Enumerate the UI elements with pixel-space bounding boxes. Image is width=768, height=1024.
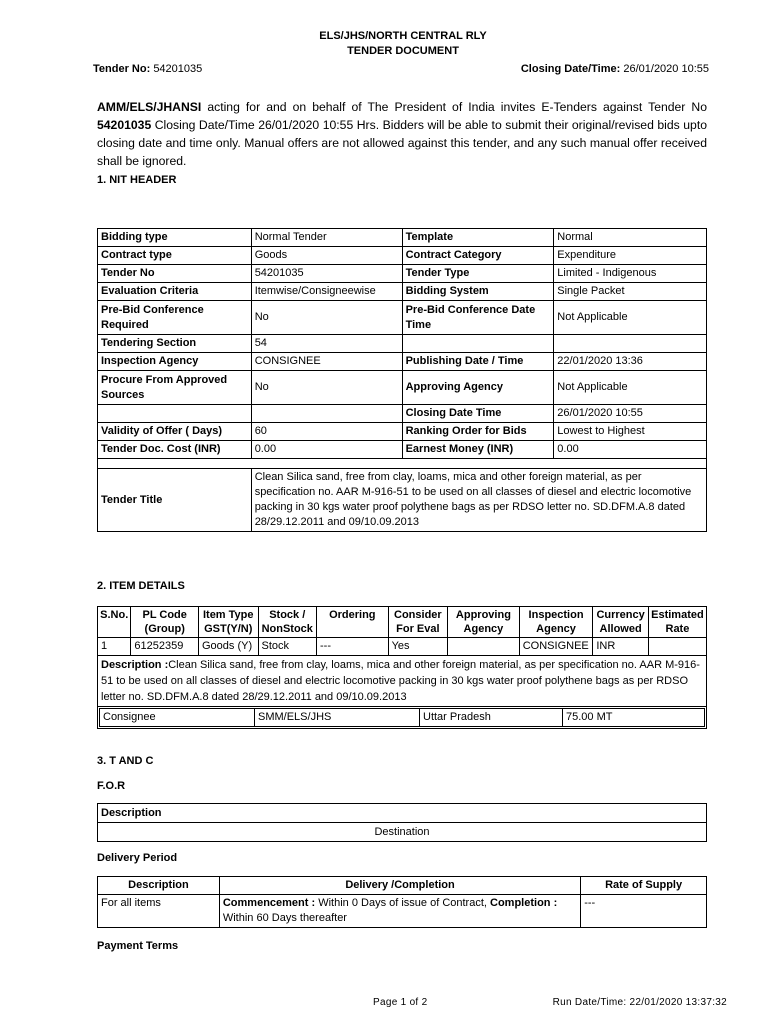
nit-value: Not Applicable — [554, 301, 707, 335]
nit-row — [98, 229, 707, 247]
nit-row — [98, 405, 707, 423]
nit-label: Earnest Money (INR) — [402, 441, 554, 459]
for-table — [97, 803, 707, 842]
item-column-header: Stock / NonStock — [258, 607, 317, 638]
for-title: F.O.R — [97, 780, 126, 792]
nit-value — [251, 405, 402, 423]
nit-label: Inspection Agency — [98, 353, 252, 371]
delivery-header-rate: Rate of Supply — [581, 877, 707, 895]
nit-value: Goods — [251, 247, 402, 265]
consignee-quantity: 75.00 MT — [563, 709, 705, 727]
item-column-header: Item Type GST(Y/N) — [198, 607, 258, 638]
delivery-desc: For all items — [98, 895, 220, 928]
nit-row — [98, 353, 707, 371]
intro-tender: 54201035 — [97, 118, 152, 132]
nit-label: Pre-Bid Conference Required — [98, 301, 252, 335]
consignee-state: Uttar Pradesh — [420, 709, 563, 727]
completion-label: Completion : — [490, 897, 558, 909]
nit-value: Expenditure — [554, 247, 707, 265]
nit-value: 0.00 — [251, 441, 402, 459]
delivery-header-description: Description — [98, 877, 220, 895]
nit-label — [402, 335, 554, 353]
nit-row — [98, 265, 707, 283]
nit-label: Procure From Approved Sources — [98, 371, 252, 405]
commencement-text: Within 0 Days of issue of Contract, — [315, 897, 491, 909]
item-cell: Stock — [258, 638, 317, 656]
delivery-table — [97, 876, 707, 928]
document-org: ELS/JHS/NORTH CENTRAL RLY — [319, 30, 487, 42]
item-description-cell — [98, 656, 707, 707]
nit-row — [98, 283, 707, 301]
nit-label: Template — [402, 229, 554, 247]
for-header: Description — [98, 804, 707, 823]
nit-label: Validity of Offer ( Days) — [98, 423, 252, 441]
item-column-header: Ordering — [317, 607, 389, 638]
item-details-title: 2. ITEM DETAILS — [97, 580, 185, 592]
nit-spacer-row — [98, 459, 707, 469]
nit-label: Tender No — [98, 265, 252, 283]
consignee-label: Consignee — [100, 709, 255, 727]
nit-value: 22/01/2020 13:36 — [554, 353, 707, 371]
delivery-rate: --- — [581, 895, 707, 928]
nit-row — [98, 423, 707, 441]
item-description-text: Clean Silica sand, free from clay, loams, mica and other foreign material, as per specification no. AAR M-916-51 to be used on all classes of diesel and electric locomotive packing in 30 kgs water proof polythene bags as per RDSO letter no. SD.DFM.A.8 dated 28/29.12.2011 and 09/10.09.2013 — [101, 659, 700, 703]
nit-value: No — [251, 371, 402, 405]
payment-terms-title: Payment Terms — [97, 940, 179, 952]
tender-no-value: 54201035 — [153, 63, 203, 75]
tender-title-value: Clean Silica sand, free from clay, loams, mica and other foreign material, as per specification no. AAR M-916-51 to be used on all classes of diesel and electric locomotive packing in 30 kgs water proof polythene bags as per RDSO letter no. SD.DFM.A.8 dated 28/29.12.2011 and 09/10.09.2013 — [251, 469, 706, 532]
nit-row — [98, 301, 707, 335]
nit-value: 54201035 — [251, 265, 402, 283]
consignee-wrapper — [98, 707, 707, 729]
item-cell: CONSIGNEE — [519, 638, 593, 656]
tender-no-label: Tender No: — [93, 63, 151, 75]
item-cell: INR — [593, 638, 648, 656]
nit-label: Closing Date Time — [402, 405, 554, 423]
item-column-header: S.No. — [98, 607, 131, 638]
closing-value: 26/01/2020 10:55 — [623, 63, 709, 75]
nit-label: Tender Type — [402, 265, 554, 283]
nit-value: Itemwise/Consigneewise — [251, 283, 402, 301]
nit-row — [98, 371, 707, 405]
consignee-code: SMM/ELS/JHS — [255, 709, 420, 727]
item-column-header: Approving Agency — [448, 607, 520, 638]
for-value: Destination — [98, 823, 707, 842]
nit-value: Limited - Indigenous — [554, 265, 707, 283]
nit-value: No — [251, 301, 402, 335]
nit-label: Contract type — [98, 247, 252, 265]
nit-label: Tendering Section — [98, 335, 252, 353]
nit-label: Publishing Date / Time — [402, 353, 554, 371]
intro-text-2: Closing Date/Time 26/01/2020 10:55 Hrs. Bidders will be able to submit their original/revised bids upto closing date and time only. Manual offers are not allowed against this tender, and any such manual offer received shall be ignored. — [97, 118, 707, 168]
nit-label: Bidding System — [402, 283, 554, 301]
page-number: Page 1 of 2 — [373, 997, 428, 1008]
tender-no-line — [93, 63, 202, 75]
tandc-title: 3. T AND C — [97, 755, 154, 767]
nit-label: Evaluation Criteria — [98, 283, 252, 301]
item-cell: Goods (Y) — [198, 638, 258, 656]
nit-value: CONSIGNEE — [251, 353, 402, 371]
item-details-table — [97, 606, 707, 729]
nit-row — [98, 247, 707, 265]
nit-value: 0.00 — [554, 441, 707, 459]
nit-value: Single Packet — [554, 283, 707, 301]
closing-line — [521, 63, 709, 75]
nit-header-title: 1. NIT HEADER — [97, 174, 177, 186]
item-cell: 1 — [98, 638, 131, 656]
intro-paragraph — [97, 98, 707, 170]
item-column-header: Consider For Eval — [388, 607, 448, 638]
nit-value: Lowest to Highest — [554, 423, 707, 441]
commencement-label: Commencement : — [222, 897, 316, 909]
nit-value: Normal — [554, 229, 707, 247]
nit-label: Pre-Bid Conference Date Time — [402, 301, 554, 335]
consignee-table — [99, 708, 705, 727]
delivery-period-title: Delivery Period — [97, 852, 178, 864]
nit-spacer-cell — [98, 459, 707, 469]
closing-label: Closing Date/Time: — [520, 63, 621, 75]
item-column-header: Estimated Rate — [648, 607, 706, 638]
tender-title-label: Tender Title — [98, 469, 252, 532]
nit-value: Normal Tender — [251, 229, 402, 247]
item-cell — [448, 638, 520, 656]
nit-value — [554, 335, 707, 353]
item-description-label: Description : — [101, 659, 169, 671]
nit-label: Bidding type — [98, 229, 252, 247]
item-cell: Yes — [388, 638, 448, 656]
nit-row — [98, 335, 707, 353]
nit-label: Ranking Order for Bids — [402, 423, 554, 441]
item-column-header: Currency Allowed — [593, 607, 648, 638]
nit-label: Contract Category — [402, 247, 554, 265]
delivery-header-completion: Delivery /Completion — [219, 877, 580, 895]
item-cell — [648, 638, 706, 656]
run-datetime: Run Date/Time: 22/01/2020 13:37:32 — [552, 997, 727, 1008]
nit-value: 26/01/2020 10:55 — [554, 405, 707, 423]
nit-value: 60 — [251, 423, 402, 441]
completion-text: Within 60 Days thereafter — [222, 912, 347, 924]
item-column-header: PL Code (Group) — [131, 607, 199, 638]
intro-org: AMM/ELS/JHANSI — [97, 100, 202, 114]
nit-value: Not Applicable — [554, 371, 707, 405]
document-title: TENDER DOCUMENT — [347, 45, 459, 57]
nit-header-table — [97, 228, 707, 532]
item-cell: 61252359 — [131, 638, 199, 656]
item-column-header: Inspection Agency — [519, 607, 593, 638]
nit-label — [98, 405, 252, 423]
tender-title-row — [98, 469, 707, 532]
nit-value: 54 — [251, 335, 402, 353]
nit-label: Tender Doc. Cost (INR) — [98, 441, 252, 459]
item-cell: --- — [317, 638, 389, 656]
delivery-completion — [219, 895, 580, 928]
nit-label: Approving Agency — [402, 371, 554, 405]
intro-text-1: acting for and on behalf of The President of India invites E-Tenders against Tender No — [201, 100, 707, 114]
nit-row — [98, 441, 707, 459]
